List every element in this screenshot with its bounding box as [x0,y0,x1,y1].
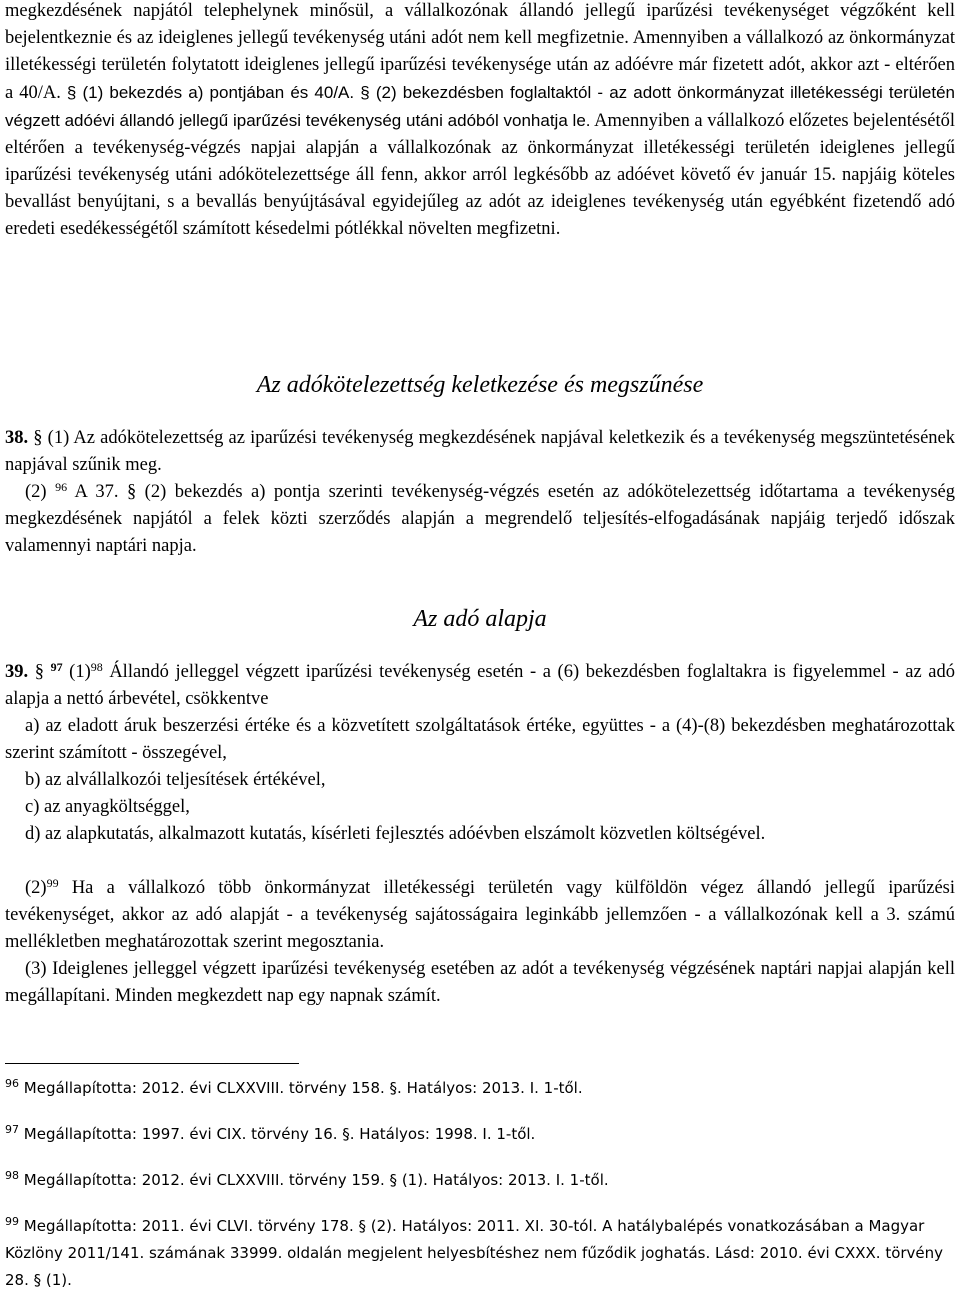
intro-text-3: - az adott önkormányzat illetékességi területén végzett adóévi állandó jellegű iparűzési tevékenység utáni adóból vonhatja le. [5,83,956,130]
footnote-text: Megállapította: 2012. évi CLXXVIII. törvény 158. §. Hatályos: 2013. I. 1-től. [19,1079,583,1097]
list-item-d: d) az alapkutatás, alkalmazott kutatás, kísérleti fejlesztés adóévben elszámolt közvetlen költségével. [25,824,766,844]
heading-ado-alapja: Az adó alapja [413,606,547,632]
footnote-text: Megállapította: 2012. évi CLXXVIII. törvény 159. § (1). Hatályos: 2013. I. 1-től. [19,1171,609,1189]
intro-text-4: Amennyiben a vállalkozó előzetes bejelentésétől eltérően a tevékenység-végzés napjai alapján a vállalkozónak az önkormányzat illetékességi területén ideiglenes jellegű iparűzési tevékenység utáni adókötelezettsége áll fenn, akkor arról legkésőbb az adóévet követő év január 15. napjáig köteles bevallást benyújtani, s a bevallás benyújtásával egyidejűleg az adót az ideiglenes tevékenység után egyébként fizetendő adó eredeti esedékességétől számított késedelmi pótlékkal növelten megfizetni. [5,111,955,239]
footnote-text: Megállapította: 1997. évi CIX. törvény 16. §. Hatályos: 1998. I. 1-től. [19,1125,536,1143]
heading-adokotelezettseg: Az adókötelezettség keletkezése és megszűnése [256,372,704,398]
list-item-a: a) az eladott áruk beszerzési értéke és a közvetített szolgáltatások értéke, együttes - a (4)-(8) bekezdésben meghatározottak szerint számított - összegével, [5,716,955,763]
footnote-divider [5,1063,299,1064]
section-38-text-1: (1) Az adókötelezettség az iparűzési tevékenység megkezdésének napjával keletkezik és a tevékenység megszüntetésének napjával szűnik meg. [5,428,955,475]
intro-text-1: megkezdésének napjától telephelynek minősül, a vállalkozónak állandó jellegű iparűzési tevékenységet végzőként kell bejelentkeznie és az ideiglenes jellegű tevékenység utáni adót nem kell megfizetnie. [5,1,955,48]
intro-text-2: Amennyiben a vállalkozó az önkormányzat illetékességi területén folytatott ideiglenes jellegű iparűzési tevékenysége után az adóévre már fizetett adót, akkor azt - eltérően a 40/A. [5,28,956,103]
footnote-ref-96: 96 [55,480,68,494]
footnote-number: 99 [5,1215,19,1228]
intro-paragraph [5,0,955,243]
footnote-96 [5,1075,955,1102]
section-39-text-2: Ha a vállalkozó több önkormányzat illetékességi területén vagy külföldön végez állandó jellegű iparűzési tevékenységet, akkor az adó alapját - a tevékenység sajátosságaira leginkább jellemzően - a vállalkozónak kell a 3. számú mellékletben meghatározottak szerint megosztania. [5,878,955,952]
paragraph-label: (2) [25,482,47,502]
paragraph-label: (2) [25,878,47,898]
footnote-98 [5,1167,955,1194]
section-38-paragraph-1 [5,425,955,479]
footnote-ref-97: 97 [50,660,63,674]
intro-reference-40a: § (1) bekezdés a) pontjában és 40/A. § (2) bekezdésben foglaltaktól [66,83,592,102]
section-39-number: 39. [5,662,29,682]
section-39-paragraph-2 [5,875,955,956]
footnote-number: 96 [5,1077,19,1090]
footnote-ref-98: 98 [90,660,103,674]
section-39-paragraph-1 [5,659,955,713]
list-item-c: c) az anyagköltséggel, [25,797,190,817]
footnote-number: 98 [5,1169,19,1182]
footnote-99 [5,1213,955,1294]
section-38-text-2: A 37. § (2) bekezdés a) pontja szerinti tevékenység-végzés esetén az adókötelezettség időtartama a tevékenység megkezdésének napjától a felek közti szerződés alapján a megrendelő teljesítés-elfogadásának napjáig terjedő időszak valamennyi naptári napja. [5,482,955,556]
footnote-97 [5,1121,955,1148]
section-38-number: 38. [5,428,29,448]
footnote-ref-99: 99 [46,876,59,890]
section-39-text-1: Állandó jelleggel végzett iparűzési tevékenység esetén - a (6) bekezdésben foglaltakra is figyelemmel - az adó alapja a nettó árbevétel, csökkentve [5,662,956,709]
section-sign: § [34,662,44,682]
section-39-paragraph-3: (3) Ideiglenes jelleggel végzett iparűzési tevékenység esetében az adót a tevékenység végzésének naptári napjai alapján kell megállapítani. Minden megkezdett nap egy napnak számít. [5,959,955,1006]
paragraph-label: (1) [62,662,91,682]
footnote-text: Megállapította: 2011. évi CLVI. törvény 178. § (2). Hatályos: 2011. XI. 30-tól. A hatálybalépés vonatkozásában a Magyar Közlöny 2011/141. számának 33999. oldalán megjelent helyesbítéshez nem fűződik joghatás. Lásd: 2010. évi CXXX. törvény 28. § (1). [5,1217,944,1289]
section-sign: § [33,428,43,448]
footnote-number: 97 [5,1123,19,1136]
list-item-b: b) az alvállalkozói teljesítések értékével, [25,770,326,790]
section-38-paragraph-2 [5,479,955,560]
